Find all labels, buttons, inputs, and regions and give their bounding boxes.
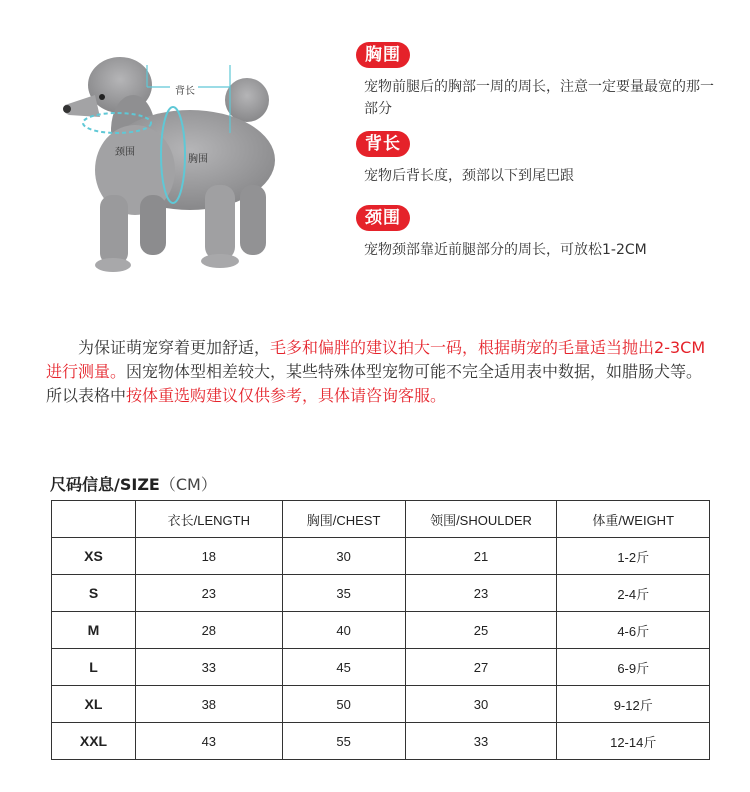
table-row [52, 612, 710, 649]
chest-label: 胸围 [188, 154, 208, 165]
table-header-cell: 体重/WEIGHT [557, 501, 710, 538]
table-row [52, 649, 710, 686]
table-cell: 1-2斤 [557, 538, 710, 575]
term-description: 宠物颈部靠近前腿部分的周长，可放松1-2CM [364, 242, 647, 258]
size-cell: S [52, 575, 136, 612]
size-cell: L [52, 649, 136, 686]
table-cell: 50 [282, 686, 405, 723]
table-header-cell: 胸围/CHEST [282, 501, 405, 538]
term-badge: 颈围 [356, 205, 410, 231]
table-cell: 28 [136, 612, 283, 649]
term-chest [356, 42, 714, 120]
table-row [52, 723, 710, 760]
table-cell: 43 [136, 723, 283, 760]
back-length-label: 背长 [175, 86, 195, 97]
term-back-length [356, 131, 714, 187]
table-cell: 18 [136, 538, 283, 575]
term-badge: 胸围 [356, 42, 410, 68]
term-description: 宠物后背长度，颈部以下到尾巴跟 [364, 168, 574, 184]
size-title-text: 尺码信息/SIZE [50, 475, 160, 494]
table-row [52, 575, 710, 612]
dog-measurement-diagram [55, 45, 295, 275]
table-header-cell: 领围/SHOULDER [405, 501, 557, 538]
notice-highlight: 按体重选购建议仅供参考，具体请咨询客服。 [126, 386, 447, 405]
table-cell: 2-4斤 [557, 575, 710, 612]
table-cell: 30 [282, 538, 405, 575]
table-cell: 33 [405, 723, 557, 760]
table-cell: 4-6斤 [557, 612, 710, 649]
table-cell: 30 [405, 686, 557, 723]
size-unit: （CM） [159, 475, 217, 494]
notice-text: 为保证萌宠穿着更加舒适， [78, 338, 271, 357]
table-cell: 38 [136, 686, 283, 723]
table-cell: 23 [136, 575, 283, 612]
table-cell: 6-9斤 [557, 649, 710, 686]
table-header-cell: 衣长/LENGTH [136, 501, 283, 538]
table-cell: 25 [405, 612, 557, 649]
notice-text: 因宠物体型相差较大，某些特殊体型宠物可能不完全适用表中数据，如腊肠犬等。所以表格中 [46, 362, 703, 405]
term-neck [356, 205, 714, 261]
size-cell: M [52, 612, 136, 649]
size-table [51, 500, 710, 760]
size-cell: XL [52, 686, 136, 723]
term-description: 宠物前腿后的胸部一周的周长，注意一定要量最宽的那一部分 [364, 79, 714, 117]
table-cell: 40 [282, 612, 405, 649]
table-header-row [52, 501, 710, 538]
table-cell: 21 [405, 538, 557, 575]
poodle-illustration [55, 45, 295, 275]
table-row [52, 538, 710, 575]
sizing-notice [46, 336, 718, 408]
table-cell: 27 [405, 649, 557, 686]
table-cell: 9-12斤 [557, 686, 710, 723]
neck-label: 颈围 [115, 147, 135, 158]
table-cell: 23 [405, 575, 557, 612]
table-cell: 33 [136, 649, 283, 686]
notice-highlight: 毛多和偏胖的建议拍大一码，根据萌宠的毛量适当抛出2-3CM进行测量。 [46, 338, 706, 381]
size-table-title [50, 472, 217, 495]
size-cell: XS [52, 538, 136, 575]
term-badge: 背长 [356, 131, 410, 157]
table-row [52, 686, 710, 723]
table-header-cell [52, 501, 136, 538]
table-cell: 45 [282, 649, 405, 686]
table-cell: 12-14斤 [557, 723, 710, 760]
table-cell: 55 [282, 723, 405, 760]
table-cell: 35 [282, 575, 405, 612]
size-cell: XXL [52, 723, 136, 760]
